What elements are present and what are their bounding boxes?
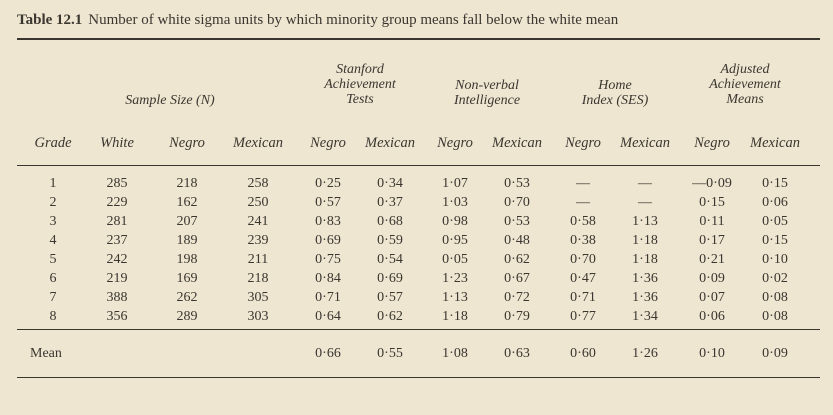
table-cell: 0·15 [699,195,725,210]
table-cell: 1·13 [442,290,468,305]
table-cell: 0·21 [699,252,725,267]
table-cell: 218 [247,271,269,286]
column-header: White [100,135,134,151]
table-cell: 241 [247,214,269,229]
table-cell: 207 [176,214,198,229]
column-header: Negro [169,135,205,151]
table-cell: 1·07 [442,176,468,191]
bottom-rule [17,377,820,378]
table-cell: 285 [106,176,128,191]
table-cell: 303 [247,309,269,324]
table-cell: 0·15 [762,233,788,248]
mean-label: Mean [30,346,62,361]
mean-cell: 0·60 [570,346,596,361]
table-cell: 7 [49,290,57,305]
table-cell: 0·69 [377,271,403,286]
table-cell: 0·48 [504,233,530,248]
header-rule [17,165,820,166]
table-cell: 237 [106,233,128,248]
table-cell: 0·64 [315,309,341,324]
table-cell: 189 [176,233,198,248]
table-cell: —0·09 [692,176,732,191]
column-header: Mexican [233,135,283,151]
table-cell: — [576,195,590,210]
table-cell: 162 [176,195,198,210]
table-cell: 0·75 [315,252,341,267]
table-cell: 0·08 [762,309,788,324]
table-cell: 0·08 [762,290,788,305]
table-cell: 262 [176,290,198,305]
table-cell: 0·70 [504,195,530,210]
table-cell: 0·57 [315,195,341,210]
table-cell: 4 [49,233,57,248]
table-cell: 0·62 [377,309,403,324]
table-cell: 258 [247,176,269,191]
table-cell: 0·79 [504,309,530,324]
table-cell: 0·09 [699,271,725,286]
table-cell: 0·06 [762,195,788,210]
table-cell: 239 [247,233,269,248]
table-cell: 0·62 [504,252,530,267]
table-cell: 1 [49,176,57,191]
column-header: Mexican [750,135,800,151]
mean-cell: 0·63 [504,346,530,361]
table-cell: 0·77 [570,309,596,324]
table-cell: 0·71 [570,290,596,305]
table-cell: 0·84 [315,271,341,286]
table-cell: 229 [106,195,128,210]
group-header-adjusted: Adjusted Achievement Means [709,62,781,107]
table-cell: 0·38 [570,233,596,248]
table-cell: 0·05 [762,214,788,229]
table-cell: 8 [49,309,57,324]
mean-cell: 0·55 [377,346,403,361]
table-cell: 198 [176,252,198,267]
table-cell: 0·15 [762,176,788,191]
table-number: Table 12.1 [17,12,83,28]
group-header-stanford: Stanford Achievement Tests [324,62,396,107]
table-cell: 1·36 [632,290,658,305]
column-header: Negro [437,135,473,151]
column-header: Grade [34,135,72,151]
table-cell: 1·03 [442,195,468,210]
table-cell: 3 [49,214,57,229]
mean-cell: 1·26 [632,346,658,361]
table-cell: 0·05 [442,252,468,267]
table-cell: — [638,195,652,210]
table-cell: 169 [176,271,198,286]
table-cell: 0·58 [570,214,596,229]
table-cell: 0·47 [570,271,596,286]
mean-cell: 0·10 [699,346,725,361]
table-cell: 0·68 [377,214,403,229]
column-header: Mexican [492,135,542,151]
group-header-nonverbal: Non-verbal Intelligence [453,78,521,108]
table-cell: 1·34 [632,309,658,324]
table-cell: 289 [176,309,198,324]
table-cell: 1·13 [632,214,658,229]
column-header: Negro [694,135,730,151]
table-cell: 0·53 [504,214,530,229]
table-cell: 0·83 [315,214,341,229]
table-caption [17,12,618,29]
table-cell: 281 [106,214,128,229]
mean-cell: 0·09 [762,346,788,361]
table-cell: 0·70 [570,252,596,267]
table-cell: 1·18 [442,309,468,324]
table-cell: 1·36 [632,271,658,286]
table-cell: 1·18 [632,252,658,267]
table-cell: 2 [49,195,57,210]
table-cell: 0·72 [504,290,530,305]
table-title: Number of white sigma units by which minority group means fall below the white mean [88,12,619,28]
group-header-home-index: Home Index (SES) [581,78,649,108]
table-cell: 1·18 [632,233,658,248]
column-header: Negro [565,135,601,151]
mean-rule [17,329,820,330]
table-cell: 0·34 [377,176,403,191]
table-cell: 0·69 [315,233,341,248]
table-cell: 0·54 [377,252,403,267]
mean-cell: 0·66 [315,346,341,361]
table-cell: 0·11 [699,214,725,229]
table-cell: — [576,176,590,191]
top-rule [17,38,820,40]
table-cell: 356 [106,309,128,324]
table-cell: 0·95 [442,233,468,248]
table-cell: 0·98 [442,214,468,229]
table-cell: 5 [49,252,57,267]
table-cell: 6 [49,271,57,286]
table-cell: 0·10 [762,252,788,267]
table-cell: 0·02 [762,271,788,286]
table-cell: 0·67 [504,271,530,286]
table-cell: 305 [247,290,269,305]
table-cell: 211 [247,252,269,267]
table-cell: 0·37 [377,195,403,210]
column-header: Negro [310,135,346,151]
table-cell: 219 [106,271,128,286]
table-cell: 0·59 [377,233,403,248]
table-cell: 218 [176,176,198,191]
group-header-sample-size: Sample Size (N) [125,93,215,108]
column-header: Mexican [620,135,670,151]
table-cell: 0·17 [699,233,725,248]
table-cell: 242 [106,252,128,267]
table-cell: 0·25 [315,176,341,191]
table-cell: 0·07 [699,290,725,305]
table-cell: 0·53 [504,176,530,191]
table-cell: 0·71 [315,290,341,305]
mean-cell: 1·08 [442,346,468,361]
table-cell: 250 [247,195,269,210]
table-cell: 388 [106,290,128,305]
table-cell: 1·23 [442,271,468,286]
column-header: Mexican [365,135,415,151]
table-cell: — [638,176,652,191]
table-cell: 0·06 [699,309,725,324]
table-cell: 0·57 [377,290,403,305]
